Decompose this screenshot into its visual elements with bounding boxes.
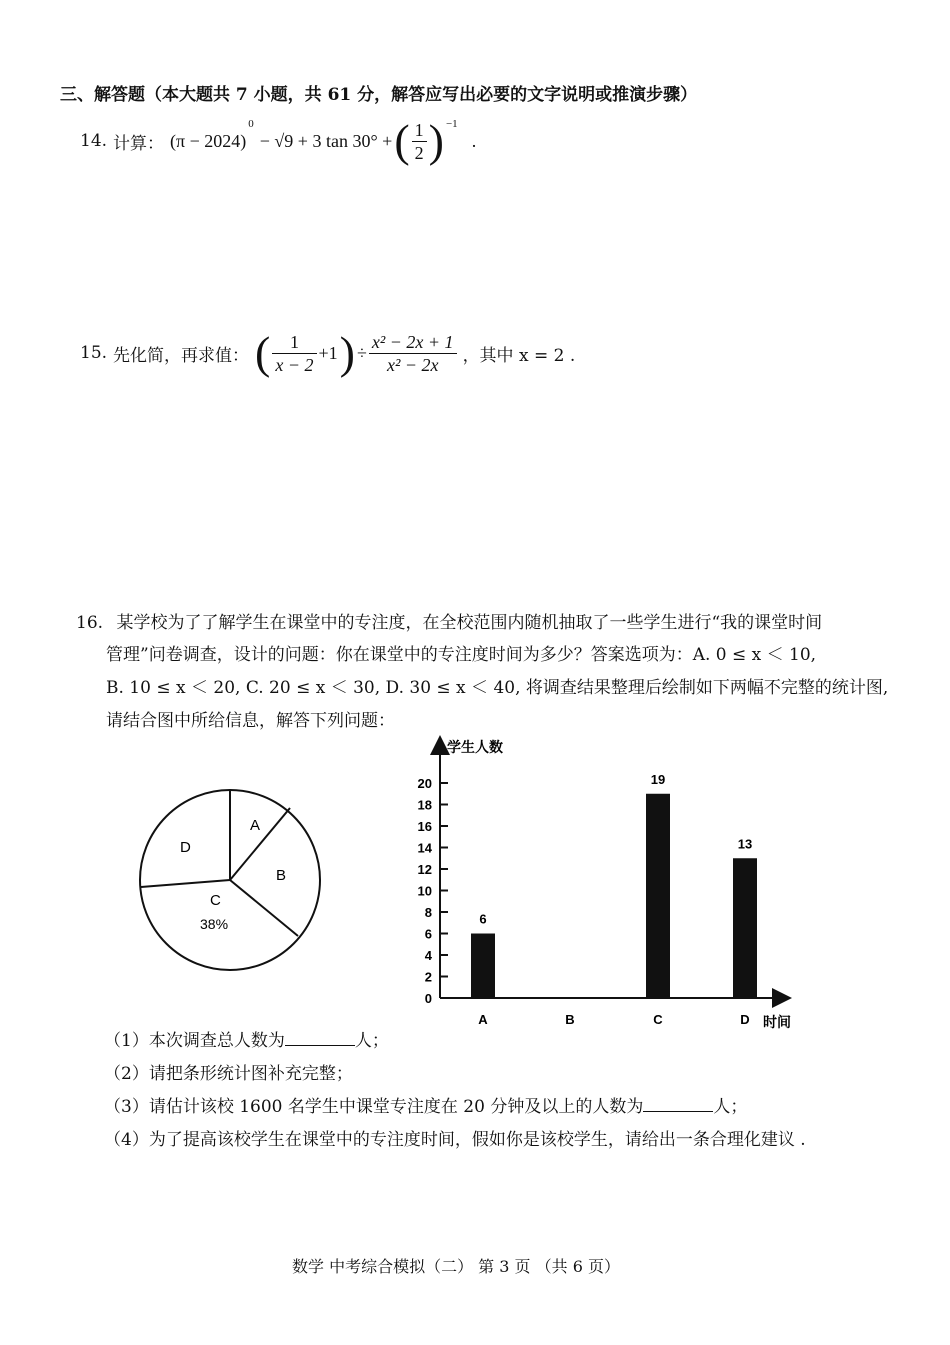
y-tick-label: 20 [417, 776, 432, 791]
q15-tail: ，其中 x = 2 . [462, 345, 576, 366]
q16-line-4: 请结合图中所给信息，解答下列问题： [106, 711, 395, 731]
q16-sub1-post: 人； [354, 1031, 389, 1051]
q14-left-paren: ( [394, 115, 410, 166]
y-tick-label: 6 [424, 926, 432, 942]
q16-line-2: 管理”问卷调查，设计的问题：你在课堂中的专注度时间为多少？答案选项为：A. 0 ≤ x ＜ 10, [106, 645, 817, 665]
pie-chart [130, 780, 330, 980]
x-categories [478, 1012, 749, 1027]
y-ticks [418, 776, 448, 1006]
q14-fraction [412, 119, 427, 164]
pie-label-c-percent: 38% [200, 916, 229, 932]
q15-fraction-2 [369, 331, 457, 376]
q15-fraction-1 [272, 331, 316, 376]
q15-left-paren: ( [255, 327, 271, 378]
pie-label-c: C [210, 892, 221, 909]
q16-sub-4: （4）为了提高该校学生在课堂中的专注度时间，假如你是该校学生，请给出一条合理化建议 . [104, 1130, 806, 1150]
q15-expression [255, 327, 457, 378]
y-tick-label: 18 [417, 797, 432, 813]
q15-frac1-den: x − 2 [275, 354, 314, 375]
q16-line1-text: 某学校为了了解学生在课堂中的专注度，在全校范围内随机抽取了一些学生进行“我的课堂时间 [116, 613, 823, 633]
x-category-d: D [740, 1012, 750, 1027]
bar-data-label-c: 19 [650, 771, 666, 787]
q15-divide: ÷ [357, 342, 367, 363]
q16-sub3-post: 人； [713, 1097, 748, 1117]
bar-data-label-d: 13 [737, 836, 753, 852]
page-footer: 数学 中考综合模拟（二） 第 3 页 （共 6 页） [292, 1257, 620, 1276]
q14-exp0: 0 [248, 118, 254, 130]
q15-number: 15. [80, 343, 108, 363]
q14-frac-den: 2 [414, 142, 424, 163]
q16-line-3: B. 10 ≤ x ＜ 20, C. 20 ≤ x ＜ 30, D. 30 ≤ x ＜ 40, 将调查结果整理后绘制如下两幅不完整的统计图, [106, 678, 889, 698]
q16-sub1-pre: （1）本次调查总人数为 [104, 1031, 285, 1051]
bar-d [733, 858, 757, 998]
q15-frac2-den: x² − 2x [386, 354, 439, 375]
q16-sub-1 [104, 1026, 389, 1051]
q16-line-1 [76, 608, 822, 633]
y-tick-label: 12 [417, 862, 432, 877]
q15-frac1-num: 1 [272, 331, 316, 354]
q16-sub3-blank[interactable] [643, 1095, 713, 1112]
section-header: 三、解答题（本大题共 7 小题，共 61 分，解答应写出必要的文字说明或推演步骤） [60, 85, 698, 105]
x-category-a: A [478, 1012, 488, 1027]
q14-number: 14. [80, 131, 108, 151]
pie-label-b: B [276, 867, 287, 884]
bar-data-label-a: 6 [479, 911, 487, 927]
q15-right-paren: ) [339, 327, 355, 378]
q16-sub3-pre: （3）请估计该校 1600 名学生中课堂专注度在 20 分钟及以上的人数为 [104, 1097, 644, 1117]
y-tick-label: 4 [424, 948, 432, 963]
q14-right-paren: ) [428, 115, 444, 166]
q16-sub1-blank[interactable] [285, 1029, 355, 1046]
q16-sub-3 [104, 1092, 747, 1117]
q14-expr-part2: − √9 + 3 tan 30° + [259, 130, 393, 151]
pie-label-a: A [250, 817, 261, 834]
y-tick-label: 10 [417, 883, 432, 899]
q14-end: . [471, 130, 477, 151]
question-14 [80, 115, 477, 166]
y-tick-label: 0 [424, 991, 432, 1006]
bar-a [471, 934, 495, 999]
q14-prompt: 计算： [113, 133, 165, 154]
y-tick-label: 8 [424, 905, 432, 920]
y-tick-label: 14 [417, 840, 432, 856]
q15-plus-one: +1 [318, 342, 338, 363]
bar-c [646, 794, 670, 998]
q16-sub-2: （2）请把条形统计图补充完整； [104, 1064, 353, 1084]
question-15 [80, 327, 576, 378]
x-axis-label: 时间 [763, 1014, 791, 1030]
bar-chart [400, 735, 820, 1035]
pie-label-d: D [180, 839, 191, 856]
q15-frac2-num: x² − 2x + 1 [369, 331, 457, 354]
y-tick-label: 2 [424, 969, 432, 985]
x-category-b: B [565, 1012, 575, 1027]
q14-frac-num: 1 [412, 119, 427, 142]
q15-prompt: 先化简，再求值： [113, 345, 250, 366]
q14-expr-part1: (π − 2024) [170, 130, 247, 151]
q14-expression [170, 115, 477, 166]
bars [471, 772, 757, 998]
q16-number: 16. [76, 613, 104, 633]
y-tick-label: 16 [417, 819, 432, 834]
q14-exp-neg1: −1 [445, 118, 458, 130]
y-axis-label: 学生人数 [447, 739, 503, 755]
x-category-c: C [653, 1012, 663, 1027]
